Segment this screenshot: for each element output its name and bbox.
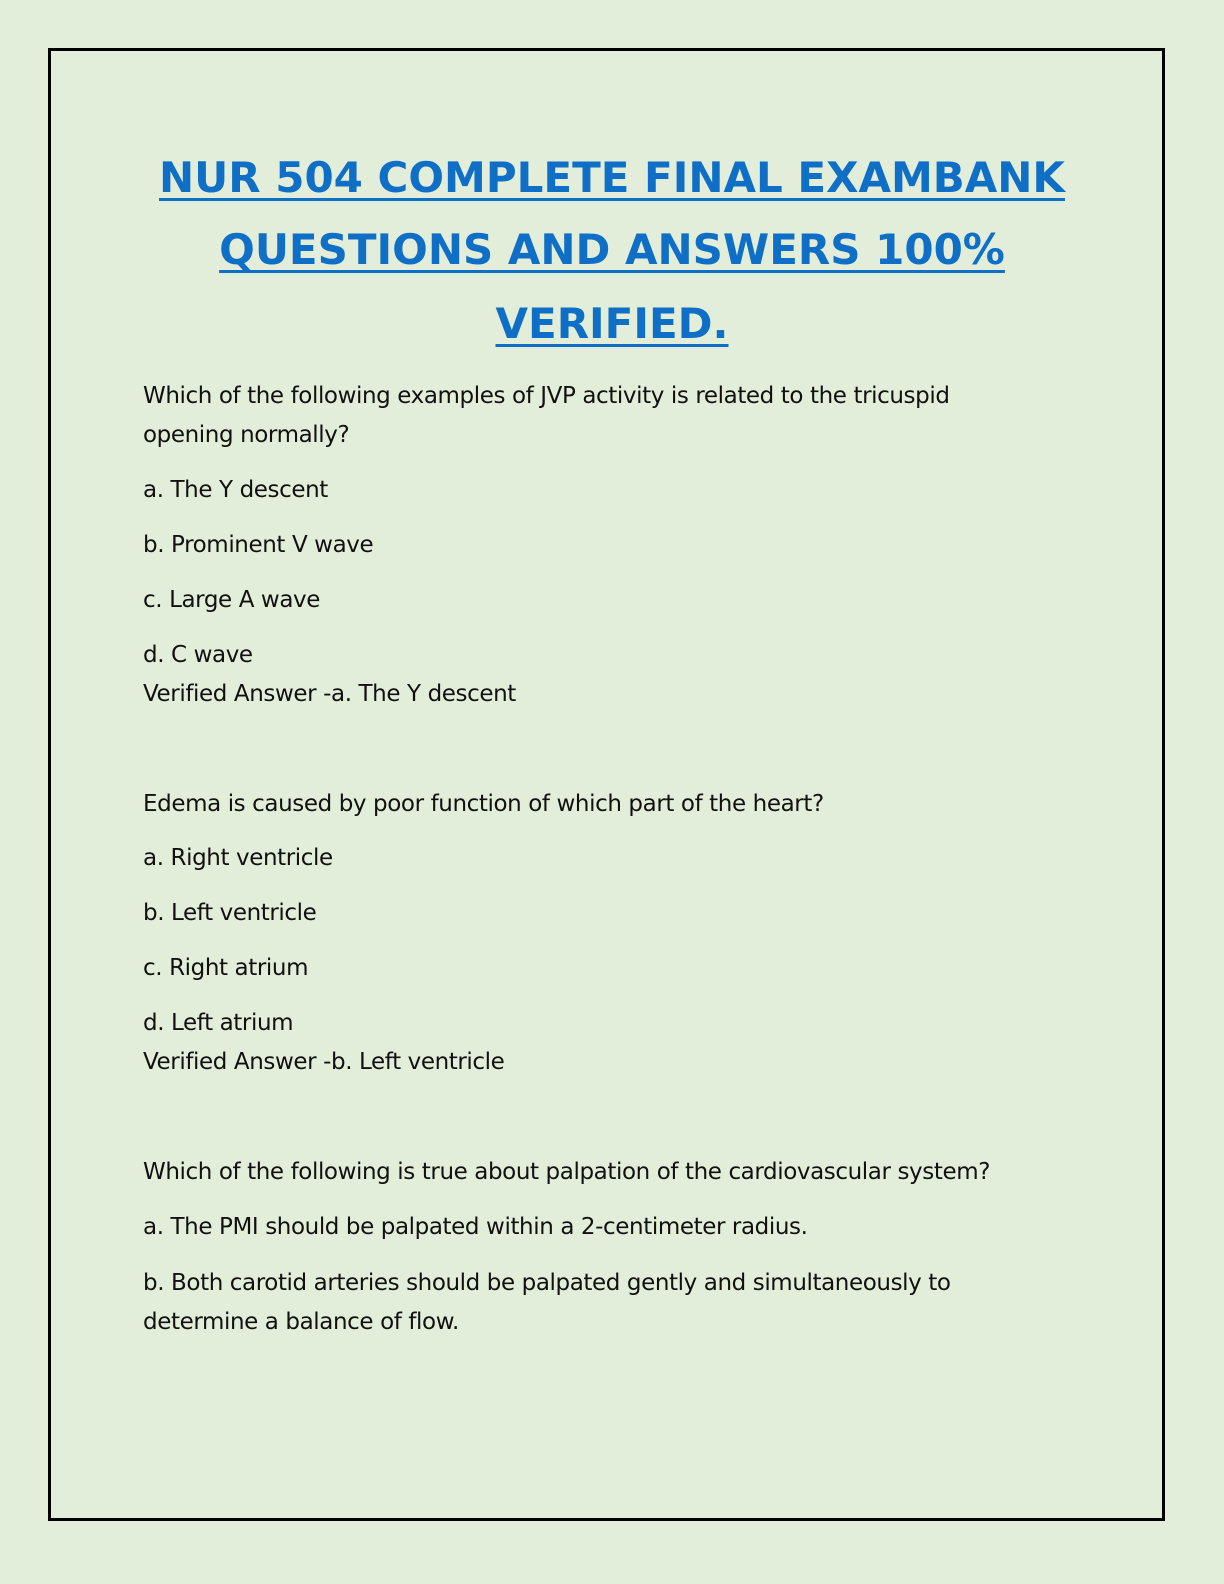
question-1-option-c: c. Large A wave: [143, 587, 321, 613]
question-3-option-b-continued: determine a balance of flow.: [143, 1309, 459, 1335]
document-title-line-2: QUESTIONS AND ANSWERS 100%: [219, 225, 1005, 274]
question-1-option-b: b. Prominent V wave: [143, 532, 374, 558]
question-2-option-b: b. Left ventricle: [143, 900, 317, 926]
question-3-option-a: a. The PMI should be palpated within a 2-centimeter radius.: [143, 1214, 808, 1240]
question-2-text: Edema is caused by poor function of which part of the heart?: [143, 791, 824, 817]
document-title-line-3: VERIFIED.: [495, 299, 729, 348]
document-title-line-1: NUR 504 COMPLETE FINAL EXAMBANK: [159, 153, 1065, 202]
question-1-option-a: a. The Y descent: [143, 477, 328, 503]
question-1-text-continued: opening normally?: [143, 422, 350, 448]
question-1-answer: Verified Answer -a. The Y descent: [143, 681, 516, 707]
question-2-option-d: d. Left atrium: [143, 1010, 294, 1036]
question-3-text: Which of the following is true about palpation of the cardiovascular system?: [143, 1159, 991, 1185]
question-1-option-d: d. C wave: [143, 642, 253, 668]
question-2-answer: Verified Answer -b. Left ventricle: [143, 1049, 505, 1075]
question-3-option-b: b. Both carotid arteries should be palpated gently and simultaneously to: [143, 1270, 951, 1296]
question-2-option-a: a. Right ventricle: [143, 845, 333, 871]
question-2-option-c: c. Right atrium: [143, 955, 309, 981]
question-1-text: Which of the following examples of JVP activity is related to the tricuspid: [143, 383, 950, 409]
